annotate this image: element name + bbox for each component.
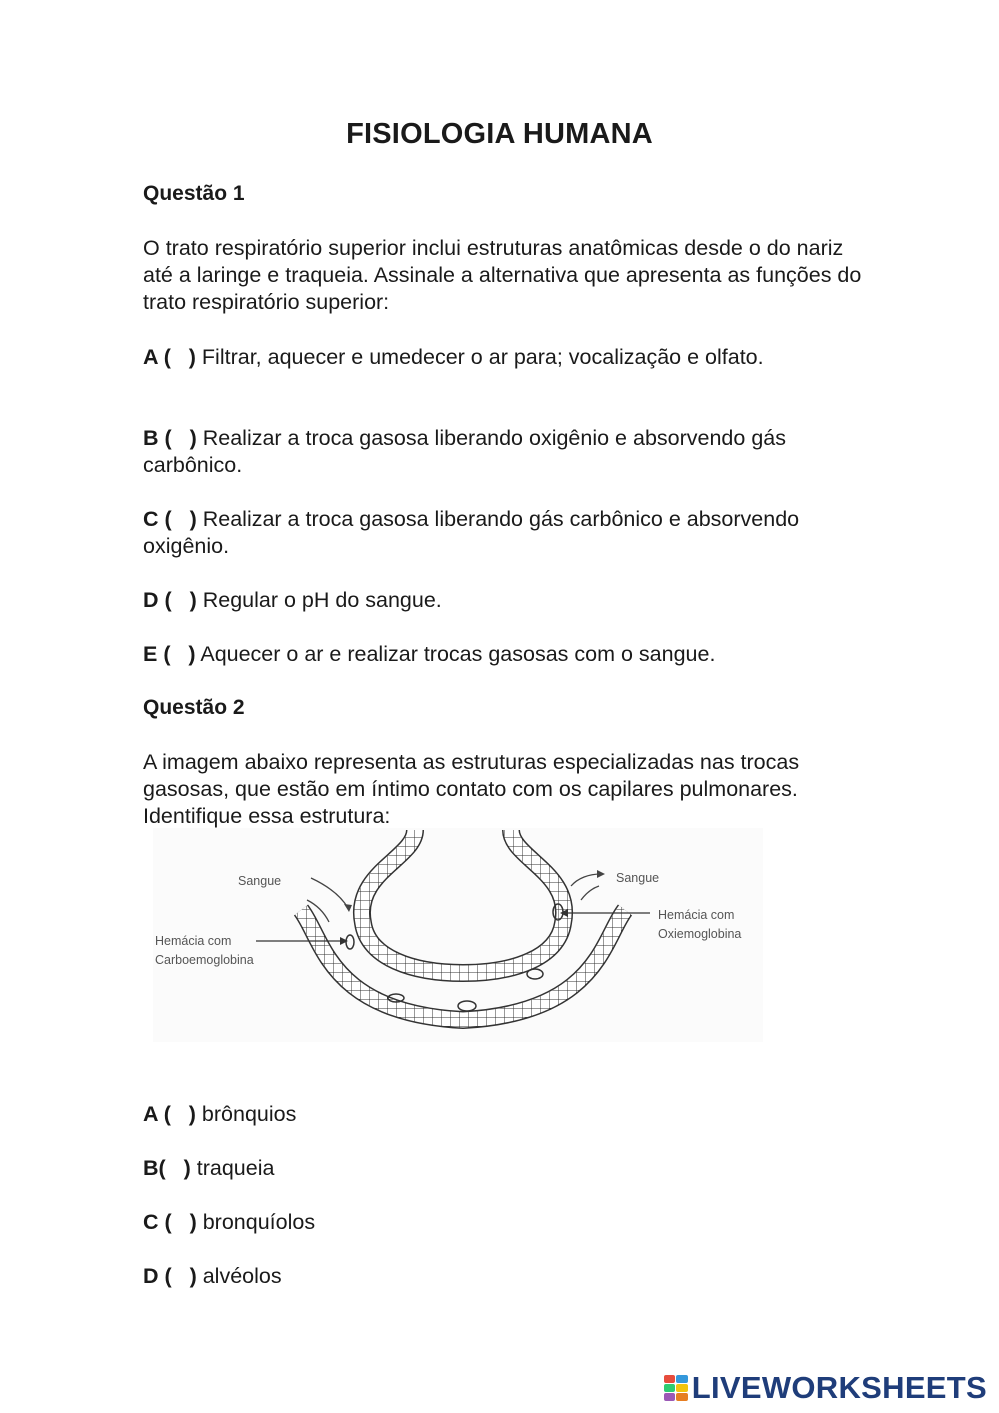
question-2-option-d[interactable] [143, 1263, 863, 1290]
question-2-heading: Questão 2 [143, 696, 245, 719]
option-label: A ( ) [143, 345, 196, 369]
question-2-option-b[interactable] [143, 1155, 863, 1182]
option-text: traqueia [190, 1156, 275, 1180]
blood-flow-arrow-left [311, 878, 348, 908]
option-text: brônquios [195, 1102, 297, 1126]
label-rbc-carbo-2: Carboemoglobina [155, 953, 254, 967]
question-1-statement: O trato respiratório superior inclui estruturas anatômicas desde o do nariz até a laringe e traqueia. Assinale a alternativa que apresenta as funções do trato respiratório superior: [143, 236, 862, 314]
red-blood-cell [527, 969, 543, 979]
alveolus-diagram [153, 828, 763, 1042]
page-title: FISIOLOGIA HUMANA [346, 118, 653, 150]
red-blood-cell [346, 935, 354, 949]
option-label: D ( ) [143, 588, 197, 612]
label-blood-left: Sangue [238, 874, 282, 888]
option-text: Realizar a troca gasosa liberando gás carbônico e absorvendo oxigênio. [143, 507, 800, 558]
question-1-option-a[interactable] [143, 344, 863, 371]
question-1-option-d[interactable] [143, 587, 863, 614]
option-text: Regular o pH do sangue. [196, 588, 442, 612]
option-label: A ( ) [143, 1102, 196, 1126]
label-rbc-oxy-1: Hemácia com [658, 908, 735, 922]
question-2-statement: A imagem abaixo representa as estruturas especializadas nas trocas gasosas, que estão em íntimo contato com os capilares pulmonares. Identifique essa estrutura: [143, 750, 800, 828]
option-label: C ( ) [143, 1210, 197, 1234]
option-label: E ( ) [143, 642, 196, 666]
question-1-option-e[interactable] [143, 641, 863, 668]
label-blood-right: Sangue [616, 871, 660, 885]
option-text: Realizar a troca gasosa liberando oxigênio e absorvendo gás carbônico. [143, 426, 786, 477]
question-2-option-c[interactable] [143, 1209, 863, 1236]
brand-name: LIVEWORKSHEETS [691, 1370, 987, 1405]
label-rbc-carbo-1: Hemácia com [155, 934, 232, 948]
question-2-option-a[interactable] [143, 1101, 863, 1128]
brand-logo-icon [664, 1375, 688, 1401]
option-label: B( ) [143, 1156, 191, 1180]
liveworksheets-brand[interactable] [664, 1371, 987, 1405]
question-1-option-b[interactable] [143, 425, 863, 479]
label-rbc-oxy-2: Oxiemoglobina [658, 927, 742, 941]
option-text: Aquecer o ar e realizar trocas gasosas com o sangue. [195, 642, 716, 666]
blood-flow-arrow-right [571, 874, 601, 886]
question-1-heading: Questão 1 [143, 182, 245, 205]
option-label: C ( ) [143, 507, 197, 531]
option-label: B ( ) [143, 426, 197, 450]
question-1-option-c[interactable] [143, 506, 863, 560]
red-blood-cell [458, 1001, 476, 1011]
option-text: alvéolos [196, 1264, 282, 1288]
option-label: D ( ) [143, 1264, 197, 1288]
option-text: bronquíolos [196, 1210, 316, 1234]
option-text: Filtrar, aquecer e umedecer o ar para; vocalização e olfato. [195, 345, 764, 369]
